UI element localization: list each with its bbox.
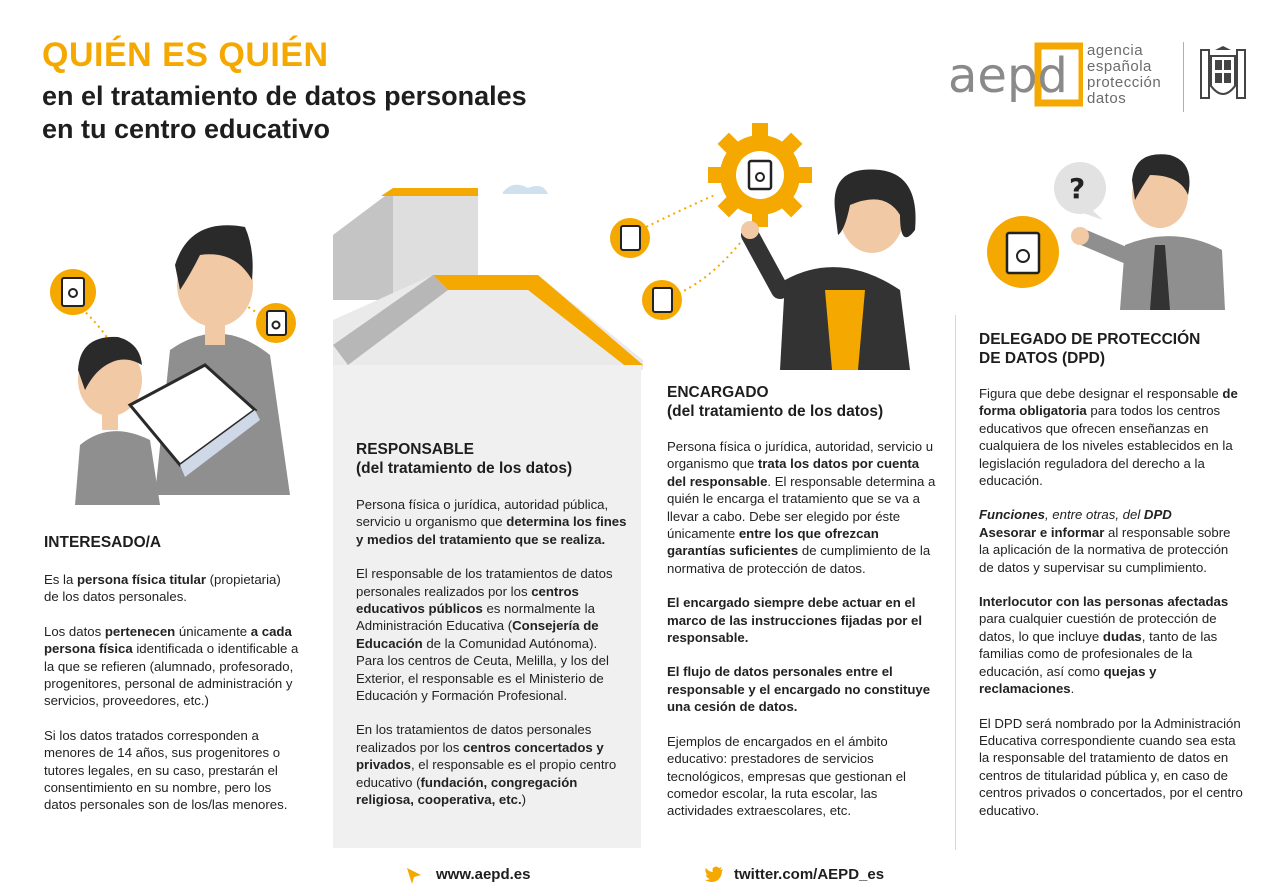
- encargado-heading: ENCARGADO (del tratamiento de los datos): [667, 384, 884, 420]
- encargado-text: Persona física o jurídica, autoridad, servicio u organismo que trata los datos por cuenta del responsable. El responsable determina a quién le encarga el tratamiento que se va a llevar a cabo. Debe ser elegido por éste únicamente entre los que ofrezcan garantías suficientes de cumplimiento de la normativa de protección de datos. El encargado siempre debe actuar en el marco de las instrucciones fijadas por el responsable. El flujo de datos personales entre el responsable y el encargado no constituye una cesión de datos. Ejemplos de encargados en el ámbito educativo: prestadores de servicios tecnológicos, empresas que gestionan el comedor escolar, la ruta escolar, las actividades extraescolares, etc.: [667, 439, 936, 819]
- responsable-illustration: [333, 170, 643, 370]
- twitter-link[interactable]: twitter.com/AEPD_es: [734, 866, 885, 883]
- logo-wordmark: aepd: [948, 48, 1068, 104]
- page-subtitle: en el tratamiento de datos personales en tu centro educativo: [42, 81, 527, 144]
- cursor-icon: [405, 866, 423, 891]
- svg-text:?: ?: [1069, 172, 1086, 205]
- page-title: QUIÉN ES QUIÉN: [42, 36, 329, 74]
- aepd-logo: [948, 40, 1083, 112]
- dpd-text: Figura que debe designar el responsable de forma obligatoria para todos los centros educativos que ofrecen enseñanzas en cualquiera de los niveles establecidos en la legislación reguladora del derecho a la educación. Funciones, entre otras, del DPD Asesorar e informar al responsable sobre la aplicación de la normativa de protección de datos y supervisar su cumplimiento. Interlocutor con las personas afectadas para cualquier cuestión de protección de datos, lo que incluye dudas, tanto de las familias como de profesionales de la educación, así como quejas y reclamaciones. El DPD será nombrado por la Administración Educativa correspondiente cuando sea esta la responsable del tratamiento de datos en centros de titularidad pública y, en caso de centros privados o concertados, por el centro educativo.: [979, 386, 1243, 818]
- twitter-icon: [704, 866, 724, 889]
- responsable-text: Persona física o jurídica, autoridad pública, servicio u organismo que determina los fines y medios del tratamiento que se realiza. El responsable de los tratamientos de datos personales realizados por los centros educativos públicos es normalmente la Administración Educativa (Consejería de Educación de la Comunidad Autónoma). Para los centros de Ceuta, Melilla, y los del Exterior, el responsable es el Ministerio de Educación y Formación Profesional. En los tratamientos de datos personales realizados por los centros concertados y privados, el responsable es el propio centro educativo (fundación, congregación religiosa, cooperativa, etc.): [356, 497, 627, 808]
- responsable-heading: RESPONSABLE (del tratamiento de los datos): [356, 441, 573, 477]
- website-link[interactable]: www.aepd.es: [436, 866, 531, 883]
- interesado-heading: INTERESADO/A: [44, 534, 162, 551]
- encargado-illustration: [600, 120, 930, 370]
- interesado-text: Es la persona física titular (propietaria) de los datos personales. Los datos pertenecen únicamente a cada persona física identificada o identificable a la que se refieren (alumnado, profesorado, progenitores, personal de administración y servicios, proveedores, etc.) Si los datos tratados corresponden a menores de 14 años, sus progenitores o tutores legales, en su caso, prestarán el consentimiento en su nombre, pero los datos personales son de los/las menores.: [44, 572, 299, 813]
- interesado-illustration: [40, 205, 315, 515]
- coat-of-arms-icon: [1195, 46, 1251, 108]
- logo-divider: [1183, 42, 1184, 112]
- dpd-heading: DELEGADO DE PROTECCIÓN DE DATOS (DPD): [979, 331, 1201, 367]
- logo-text: agencia española protección datos: [1087, 42, 1162, 107]
- dpd-divider: [955, 315, 956, 850]
- dpd-illustration: [985, 150, 1230, 310]
